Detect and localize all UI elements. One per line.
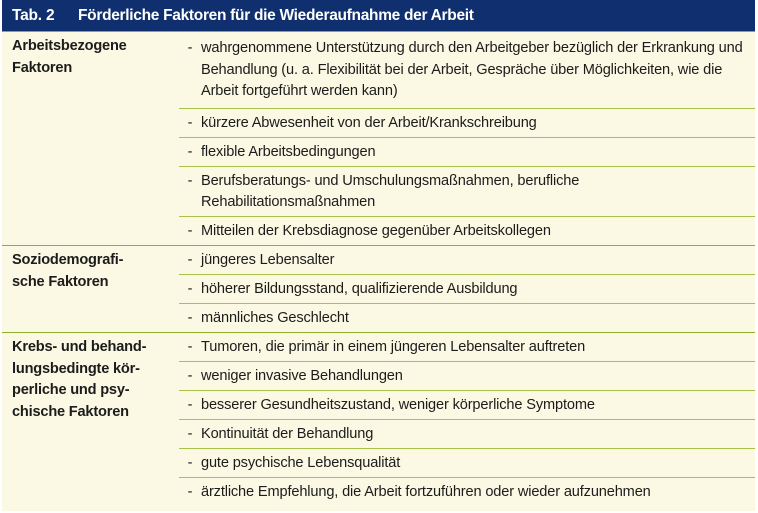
factor-item: - jüngeres Lebensalter [179,246,755,274]
table-header [2,0,755,31]
factor-item: - besserer Gesundheitszustand, weniger körperliche Symptome [179,390,755,419]
table-title: Förderliche Faktoren für die Wiederaufnahme der Arbeit [78,6,474,24]
factors-table [2,0,755,511]
factor-group-sociodemographic [2,245,755,332]
table-number: Tab. 2 [12,6,55,24]
factor-item: - gute psychische Lebensqualität [179,448,755,477]
dash-bullet: - [187,397,193,414]
factor-item: - Mitteilen der Krebsdiagnose gegenüber Arbeitskollegen [179,216,755,245]
dash-bullet: - [187,281,193,298]
factor-item: - weniger invasive Behandlungen [179,361,755,390]
factor-group-medical [2,332,755,506]
factor-group-work [2,31,755,245]
factor-list [179,246,755,332]
dash-bullet: - [187,310,193,327]
factor-item: - männliches Geschlecht [179,303,755,332]
category-label: Arbeitsbezogene Faktoren [12,38,127,76]
factor-item: - kürzere Abwesenheit von der Arbeit/Krankschreibung [179,108,755,137]
factor-item: - Berufsberatungs- und Umschulungsmaßnahmen, berufliche Rehabilitationsmaßnahmen [179,166,755,216]
dash-bullet: - [187,484,193,501]
factor-item: - höherer Bildungsstand, qualifizierende Ausbildung [179,274,755,303]
dash-bullet: - [187,426,193,443]
dash-bullet: - [187,223,193,240]
dash-bullet: - [187,339,193,356]
category-label: Krebs- und behand- lungsbedingte kör- perliche und psy- chische Faktoren [12,339,147,420]
dash-bullet: - [187,368,193,385]
dash-bullet: - [187,115,193,132]
factor-item: - flexible Arbeitsbedingungen [179,137,755,166]
dash-bullet: - [187,252,193,269]
dash-bullet: - [187,173,193,190]
dash-bullet: - [187,40,193,56]
factor-item: - Tumoren, die primär in einem jüngeren Lebensalter auftreten [179,333,755,361]
dash-bullet: - [187,144,193,161]
factor-item: - Kontinuität der Behandlung [179,419,755,448]
factor-list [179,32,755,245]
factor-item: - wahrgenommene Unterstützung durch den Arbeitgeber bezüglich der Erkrankung und Behandlung (u. a. Flexibilität bei der Arbeit, Gespräche über Möglichkeiten, wie die Arbeit fortgeführt werden kann) [179,32,755,108]
dash-bullet: - [187,455,193,472]
factor-list [179,333,755,506]
category-label: Soziodemografi- sche Faktoren [12,252,124,290]
factor-item: - ärztliche Empfehlung, die Arbeit fortzuführen oder wieder aufzunehmen [179,477,755,506]
